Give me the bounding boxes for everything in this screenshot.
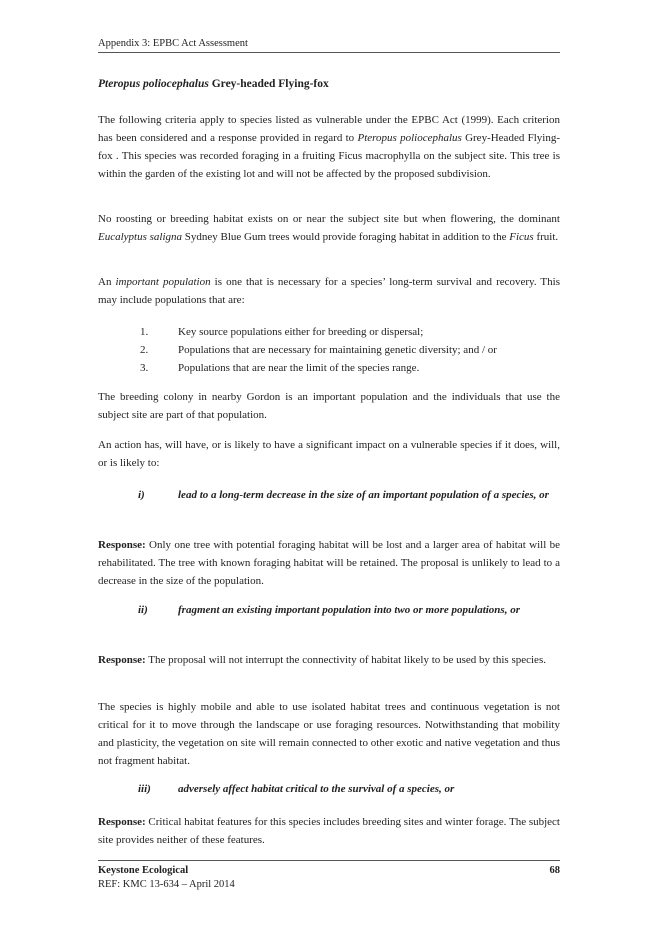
species-common-name: Grey-headed Flying-fox xyxy=(208,78,329,90)
footer-reference: REF: KMC 13-634 – April 2014 xyxy=(98,879,235,890)
page-header: Appendix 3: EPBC Act Assessment xyxy=(98,38,560,53)
species-scientific-name: Pteropus poliocephalus xyxy=(98,78,209,90)
list-item: 3. Populations that are near the limit of the species range. xyxy=(140,362,420,374)
page-number: 68 xyxy=(549,865,560,876)
paragraph-gordon-colony: The breeding colony in nearby Gordon is an important population and the individuals that use the subject site are part of that population. xyxy=(98,391,560,421)
section-title xyxy=(98,78,560,90)
paragraph-important-population: An important population is one that is necessary for a species’ long-term survival and recovery. This may include populations that are: xyxy=(98,276,560,306)
criterion-i: i) lead to a long-term decrease in the size of an important population of a species, or xyxy=(138,489,549,501)
paragraph-habitat: No roosting or breeding habitat exists on or near the subject site but when flowering, the dominant Eucalyptus saligna Sydney Blue Gum trees would provide foraging habitat in addition to the Ficus fruit. xyxy=(98,213,560,243)
criterion-iii: iii) adversely affect habitat critical to the survival of a species, or xyxy=(138,783,455,795)
response-iii: Response: Critical habitat features for this species includes breeding sites and winter forage. The subject site provides neither of these features. xyxy=(98,816,560,846)
paragraph-significant-impact: An action has, will have, or is likely to have a significant impact on a vulnerable species if it does, will, or is likely to: xyxy=(98,439,560,469)
response-i: Response: Only one tree with potential foraging habitat will be lost and a larger area of habitat will be rehabilitated. The tree with known foraging habitat will be retained. The proposal is unlikely to lead to a decrease in the size of the population. xyxy=(98,539,560,587)
paragraph-mobility: The species is highly mobile and able to use isolated habitat trees and continuous vegetation is not critical for it to move through the landscape or use foraging resources. Notwithstanding that mobility and plasticity, the vegetation on site will remain connected to other exotic and native vegetation and thus not fragment habitat. xyxy=(98,701,560,767)
criterion-ii: ii) fragment an existing important population into two or more populations, or xyxy=(138,604,520,616)
list-item: 1. Key source populations either for breeding or dispersal; xyxy=(140,326,424,338)
list-item: 2. Populations that are necessary for maintaining genetic diversity; and / or xyxy=(140,344,497,356)
response-ii: Response: The proposal will not interrupt the connectivity of habitat likely to be used by this species. xyxy=(98,654,546,666)
population-criteria-list xyxy=(140,323,570,377)
page-footer xyxy=(98,860,560,892)
paragraph-criteria-intro: The following criteria apply to species listed as vulnerable under the EPBC Act (1999). Each criterion has been considered and a response provided in regard to Pteropus poliocephalus Grey-Headed Flying-fox . This species was recorded foraging in a fruiting Ficus macrophylla on the subject site. This tree is within the garden of the existing lot and will not be affected by the proposed subdivision. xyxy=(98,114,561,180)
footer-company: Keystone Ecological xyxy=(98,865,189,876)
